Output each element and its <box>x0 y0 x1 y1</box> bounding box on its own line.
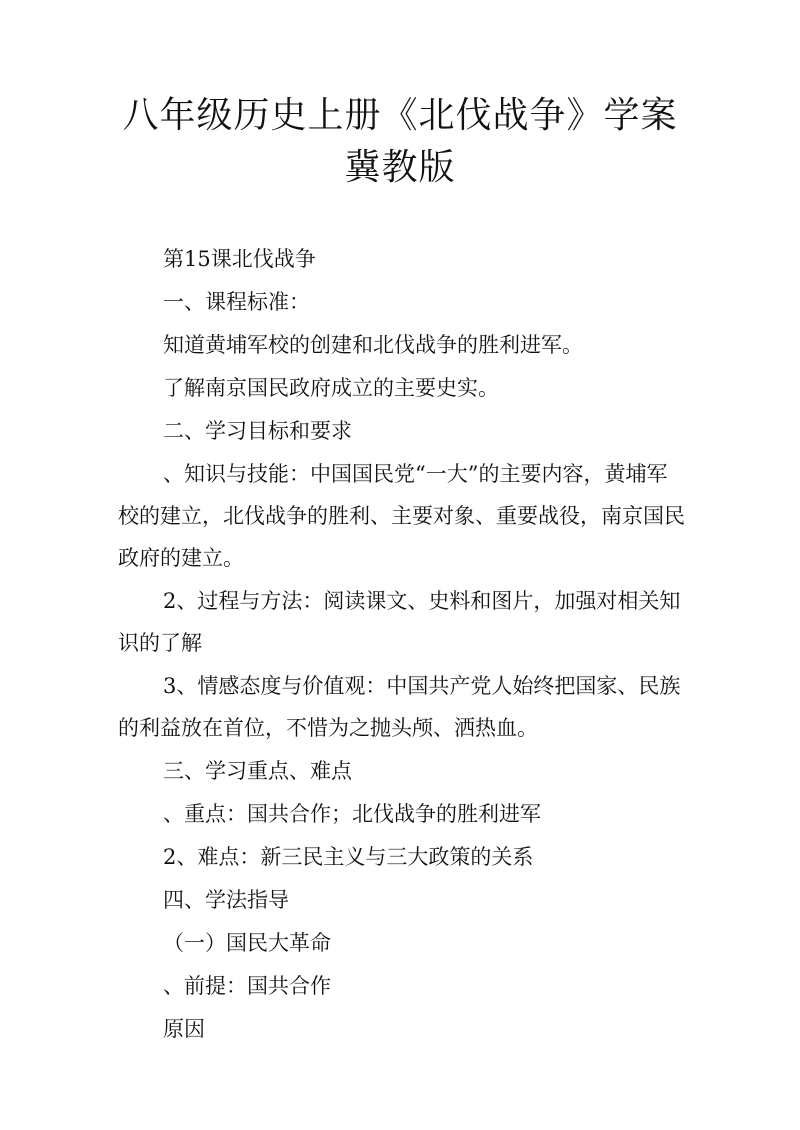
paragraph-subheading: （一）国民大革命 <box>163 931 331 955</box>
paragraph-heading-goals: 二、学习目标和要求 <box>163 419 352 443</box>
paragraph-heading-method: 四、学法指导 <box>163 888 289 912</box>
paragraph: 原因 <box>163 1017 205 1041</box>
paragraph: 、重点：国共合作；北伐战争的胜利进军 <box>163 802 541 826</box>
paragraph: 、知识与技能：中国国民党“一大”的主要内容，黄埔军校的建立，北伐战争的胜利、主要对象、重要战役，南京国民政府的建立。 <box>118 462 685 570</box>
paragraph: 3、情感态度与价值观：中国共产党人始终把国家、民族的利益放在首位，不惜为之抛头颅、洒热血。 <box>118 674 681 740</box>
paragraph: 了解南京国民政府成立的主要史实。 <box>163 376 499 400</box>
paragraph: 、前提：国共合作 <box>163 974 331 998</box>
paragraph: 2、过程与方法：阅读课文、史料和图片，加强对相关知识的了解 <box>118 589 681 655</box>
paragraph: 2、难点：新三民主义与三大政策的关系 <box>163 845 534 869</box>
paragraph: 知道黄埔军校的创建和北伐战争的胜利进军。 <box>163 333 583 357</box>
document-body <box>118 238 688 1051</box>
paragraph-heading-standards: 一、课程标准： <box>163 290 310 314</box>
paragraph-lesson-title: 第15课北伐战争 <box>163 247 316 271</box>
paragraph-heading-key-points: 三、学习重点、难点 <box>163 759 352 783</box>
document-title: 八年级历史上册《北伐战争》学案冀教版 <box>122 95 678 188</box>
